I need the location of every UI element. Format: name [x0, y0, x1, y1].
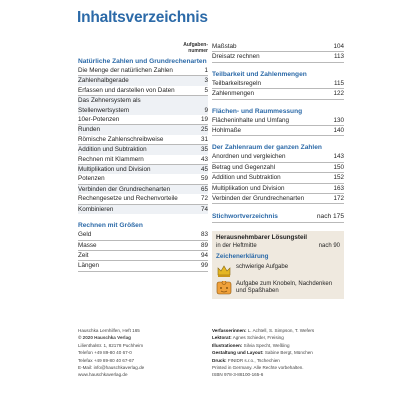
- stichwort-entry[interactable]: [212, 212, 344, 222]
- footer-value: ISBN 978-3-88100-165-6: [212, 372, 264, 378]
- toc-entry[interactable]: [78, 135, 208, 145]
- toc-entry-title: Geld: [78, 231, 92, 239]
- footer-line: [212, 371, 344, 378]
- toc-right-column: [212, 42, 344, 299]
- footer-line: [212, 357, 344, 364]
- loesung-page: nach 90: [318, 242, 340, 249]
- toc-entry-title: Erfassen und darstellen von Daten: [78, 86, 175, 94]
- footer-line: © 2020 Hauschka Verlag: [78, 335, 131, 341]
- toc-entry[interactable]: [212, 194, 344, 204]
- toc-section: [78, 58, 208, 214]
- toc-entry[interactable]: [78, 261, 208, 271]
- footer-line: [212, 364, 344, 371]
- toc-entry-page: 140: [333, 127, 344, 135]
- footer-value: FINIDR s.r.o., Tschechien: [227, 357, 280, 363]
- toc-entry-page: 83: [200, 231, 208, 239]
- toc-entry-page: 25: [200, 126, 208, 134]
- footer-line: [212, 327, 344, 334]
- toc-entry-page: 9: [204, 106, 208, 114]
- toc-left-column: [78, 58, 208, 280]
- crown-icon: [216, 264, 232, 278]
- toc-entry-title: Zahlenmengen: [212, 90, 255, 98]
- footer-publisher: [78, 327, 206, 379]
- toc-entry-title: Zeit: [78, 251, 89, 259]
- section-heading: Der Zahlenraum der ganzen Zahlen: [212, 144, 322, 152]
- toc-section: [78, 222, 208, 272]
- footer-value: Sabine Bergt, München: [264, 350, 313, 356]
- toc-entry[interactable]: [78, 174, 208, 184]
- toc-entry-title: Potenzen: [78, 175, 105, 183]
- toc-entry-title: Dreisatz rechnen: [212, 53, 260, 61]
- toc-entry-page: 1: [204, 67, 208, 74]
- toc-entry-title: Teilbarkeitsregeln: [212, 79, 262, 87]
- toc-entry-title: Zahlenhalbgerade: [78, 77, 129, 85]
- footer-line: Lilienthalstr. 1, 82178 Puchheim: [78, 342, 144, 348]
- footer-value: Agnes Schieder, Freising: [232, 335, 284, 341]
- toc-entry-page: 152: [333, 174, 344, 182]
- toc-entry[interactable]: [78, 205, 208, 214]
- legend-item: [216, 264, 340, 278]
- footer-line: Telefax +49 89-80 40 67-67: [78, 357, 135, 363]
- toc-entry-page: 113: [333, 53, 344, 61]
- toc-entry-title: Addition und Subtraktion: [212, 174, 281, 182]
- footer-line: [212, 349, 344, 356]
- toc-entry-page: 5: [204, 86, 208, 94]
- page-title: Inhaltsverzeichnis: [77, 9, 208, 26]
- legend-text: schwierige Aufgabe: [236, 264, 289, 271]
- footer-line: E-Mail: info@hauschkaverlag.de: [78, 365, 145, 371]
- footer-credits: [212, 327, 344, 379]
- toc-entry-title: Rechengesetze und Rechenvorteile: [78, 195, 178, 203]
- toc-entry-page: 43: [200, 155, 208, 163]
- toc-entry-page: 3: [204, 77, 208, 85]
- toc-entry[interactable]: [78, 76, 208, 85]
- toc-entry[interactable]: [212, 184, 344, 194]
- toc-entry-title: Flächeninhalte und Umfang: [212, 116, 290, 124]
- toc-entry-title: Hohlmaße: [212, 127, 242, 135]
- footer-key: Gestaltung und Layout:: [212, 350, 264, 356]
- toc-entry-page: 35: [200, 146, 208, 154]
- toc-entry[interactable]: [78, 155, 208, 165]
- footer-line: [212, 342, 344, 349]
- toc-entry-title: Rechnen mit Klammern: [78, 155, 144, 163]
- toc-entry[interactable]: [212, 116, 344, 126]
- toc-entry[interactable]: [78, 86, 208, 96]
- footer-key: Verfasserinnen:: [212, 328, 247, 333]
- toc-entry-page: 104: [333, 43, 344, 50]
- toc-entry[interactable]: [78, 251, 208, 261]
- legend-text: Aufgabe zum Knobeln, Nachdenken und Spaßhaben: [236, 281, 333, 295]
- loesung-box: [212, 231, 344, 299]
- toc-entry-page: 150: [333, 163, 344, 171]
- section-heading: Rechnen mit Größen: [78, 222, 143, 230]
- toc-entry-title: Masse: [78, 241, 97, 249]
- toc-entry-page: 89: [200, 241, 208, 249]
- toc-entry[interactable]: [212, 126, 344, 136]
- toc-entry[interactable]: [212, 52, 344, 62]
- toc-entry-page: 59: [200, 175, 208, 183]
- toc-entry[interactable]: [78, 185, 208, 194]
- toc-entry-title: Verbinden der Grundrechenarten: [78, 185, 171, 193]
- toc-entry-title: Verbinden der Grundrechenarten: [212, 195, 305, 203]
- toc-entry-title: 10er-Potenzen: [78, 116, 120, 124]
- toc-entry[interactable]: [212, 152, 344, 162]
- section-heading: Natürliche Zahlen und Grundrechenarten: [78, 58, 207, 65]
- toc-entry-title: Multiplikation und Division: [212, 184, 285, 192]
- footer-key: Lektorat:: [212, 335, 232, 341]
- toc-entry[interactable]: [212, 89, 344, 99]
- aufgaben-header: Aufgaben- nummer: [183, 42, 208, 54]
- toc-section: [212, 144, 344, 204]
- toc-entry[interactable]: [212, 163, 344, 173]
- toc-entry-title: Maßstab: [212, 43, 237, 50]
- toc-entry[interactable]: [212, 42, 344, 52]
- footer-line: www.hauschkaverlag.de: [78, 372, 128, 378]
- toc-entry[interactable]: [212, 173, 344, 183]
- toc-entry-title: Addition und Subtraktion: [78, 146, 147, 154]
- toc-entry-page: 99: [200, 262, 208, 270]
- section-heading: Flächen- und Raummessung: [212, 107, 303, 115]
- zeichen-heading: Zeichenerklärung: [216, 252, 269, 260]
- toc-entry-title: Betrag und Gegenzahl: [212, 163, 276, 171]
- toc-entry[interactable]: [78, 125, 208, 134]
- footer-value: L. Achtell, S. Simpson, T. Wefers: [247, 328, 315, 333]
- toc-entry-page: 94: [200, 251, 208, 259]
- toc-entry-title: Anordnen und vergleichen: [212, 153, 286, 161]
- toc-entry[interactable]: [78, 66, 208, 76]
- toc-entry-page: 45: [200, 166, 208, 174]
- footer-key: Illustrationen:: [212, 342, 243, 348]
- toc-entry-page: 19: [200, 116, 208, 124]
- toc-entry[interactable]: [78, 194, 208, 204]
- stichwort-page: nach 175: [316, 213, 344, 221]
- toc-section: [212, 71, 344, 100]
- footer-line: Telefon +49 89-80 40 67-0: [78, 350, 132, 356]
- toc-entry-title: Das Zehnersystem als Stellenwertsystem: [78, 97, 141, 114]
- loesung-title: Herausnehmbarer Lösungsteil: [216, 233, 307, 241]
- toc-entry-page: 163: [333, 184, 344, 192]
- footer-line: [212, 334, 344, 341]
- toc-entry-page: 72: [200, 195, 208, 203]
- toc-entry[interactable]: [78, 241, 208, 251]
- puzzle-icon: [216, 281, 232, 295]
- toc-entry-page: 115: [333, 79, 344, 87]
- footer-line: Hauschka Lernhilfen, Heft 165: [78, 328, 140, 333]
- toc-entry-title: Die Menge der natürlichen Zahlen: [78, 67, 173, 74]
- toc-entry[interactable]: [78, 145, 208, 154]
- toc-entry[interactable]: [78, 96, 208, 115]
- toc-entry-title: Multiplikation und Division: [78, 166, 151, 174]
- toc-entry-title: Römische Zahlenschreibweise: [78, 135, 164, 143]
- toc-entry[interactable]: [212, 79, 344, 89]
- toc-entry-page: 122: [333, 90, 344, 98]
- toc-entry-page: 31: [200, 135, 208, 143]
- toc-entry-title: Runden: [78, 126, 101, 134]
- loesung-line: in der Heftmitte: [216, 242, 257, 249]
- toc-entry-page: 65: [200, 185, 208, 193]
- toc-entry[interactable]: [78, 230, 208, 240]
- toc-entry[interactable]: [78, 115, 208, 125]
- footer-value: Printed in Germany. Alle Rechte vorbehalten.: [212, 365, 304, 371]
- toc-entry[interactable]: [78, 165, 208, 174]
- toc-entry-page: 74: [200, 205, 208, 213]
- toc-entry-title: Längen: [78, 262, 100, 270]
- toc-entry-page: 143: [333, 153, 344, 161]
- footer-value: Silvia Specht, Weßling: [243, 342, 290, 348]
- toc-section: [212, 108, 344, 137]
- toc-entry-title: Kombinieren: [78, 205, 114, 213]
- legend-item: [216, 281, 340, 295]
- footer-key: Druck:: [212, 357, 227, 363]
- toc-entry-page: 130: [333, 116, 344, 124]
- stichwort-label: Stichwortverzeichnis: [212, 213, 278, 221]
- section-heading: Teilbarkeit und Zahlenmengen: [212, 70, 307, 78]
- toc-entry-page: 172: [333, 195, 344, 203]
